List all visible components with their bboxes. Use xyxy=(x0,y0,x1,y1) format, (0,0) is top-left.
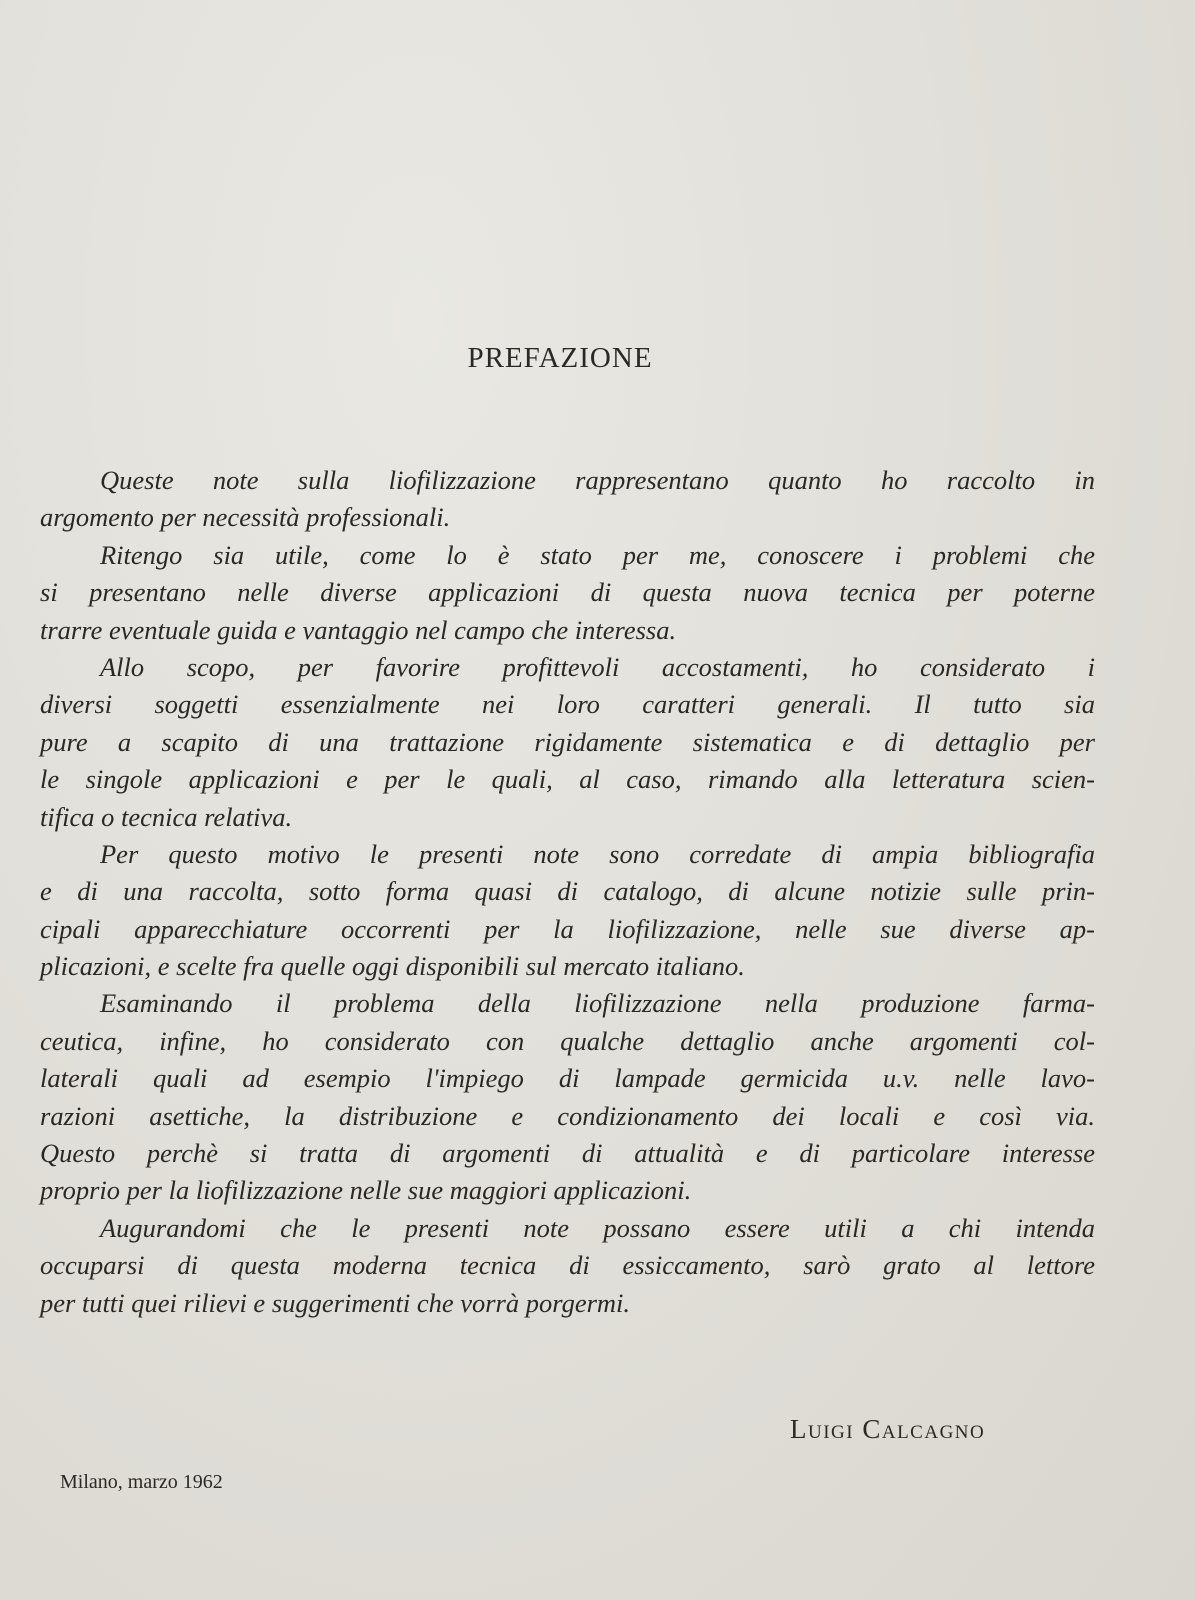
text-line: occuparsi di questa moderna tecnica di essiccamento, sarò grato al lettore xyxy=(40,1250,1095,1281)
author-signature: Luigi Calcagno xyxy=(790,1414,986,1444)
text-line: Esaminando il problema della liofilizzazione nella produzione farma- xyxy=(100,988,1095,1019)
page-title: PREFAZIONE xyxy=(467,342,653,374)
place-and-date: Milano, marzo 1962 xyxy=(60,1471,223,1493)
text-line: per tutti quei rilievi e suggerimenti che vorrà porgermi. xyxy=(40,1287,631,1318)
text-line: Queste note sulla liofilizzazione rappresentano quanto ho raccolto in xyxy=(100,465,1095,495)
text-line: le singole applicazioni e per le quali, al caso, rimando alla letteratura scien- xyxy=(40,764,1095,795)
text-line: diversi soggetti essenzialmente nei loro caratteri generali. Il tutto sia xyxy=(40,689,1095,720)
text-line: razioni asettiche, la distribuzione e condizionamento dei locali e così via. xyxy=(40,1100,1095,1131)
text-line: ceutica, infine, ho considerato con qualche dettaglio anche argomenti col- xyxy=(40,1025,1095,1056)
preface-body xyxy=(40,462,1095,1322)
text-line: Allo scopo, per favorire profittevoli accostamenti, ho considerato i xyxy=(100,651,1095,682)
text-line: Augurandomi che le presenti note possano essere utili a chi intenda xyxy=(100,1212,1095,1243)
text-line: Ritengo sia utile, come lo è stato per me, conoscere i problemi che xyxy=(100,539,1095,570)
text-line: si presentano nelle diverse applicazioni di questa nuova tecnica per poterne xyxy=(40,577,1095,608)
text-line: plicazioni, e scelte fra quelle oggi disponibili sul mercato italiano. xyxy=(40,951,745,982)
text-line: tifica o tecnica relativa. xyxy=(40,801,293,832)
text-line: Questo perchè si tratta di argomenti di attualità e di particolare interesse xyxy=(40,1138,1095,1169)
text-line: proprio per la liofilizzazione nelle sue maggiori applicazioni. xyxy=(40,1175,692,1206)
text-line: e di una raccolta, sotto forma quasi di catalogo, di alcune notizie sulle prin- xyxy=(40,876,1095,907)
text-line: pure a scapito di una trattazione rigidamente sistematica e di dettaglio per xyxy=(40,726,1095,757)
text-line: Per questo motivo le presenti note sono corredate di ampia bibliografia xyxy=(100,838,1095,869)
text-line: cipali apparecchiature occorrenti per la liofilizzazione, nelle sue diverse ap- xyxy=(40,913,1095,944)
text-line: laterali quali ad esempio l'impiego di lampade germicida u.v. nelle lavo- xyxy=(40,1063,1095,1094)
text-line: trarre eventuale guida e vantaggio nel campo che interessa. xyxy=(40,614,677,645)
text-line: argomento per necessità professionali. xyxy=(40,502,451,533)
